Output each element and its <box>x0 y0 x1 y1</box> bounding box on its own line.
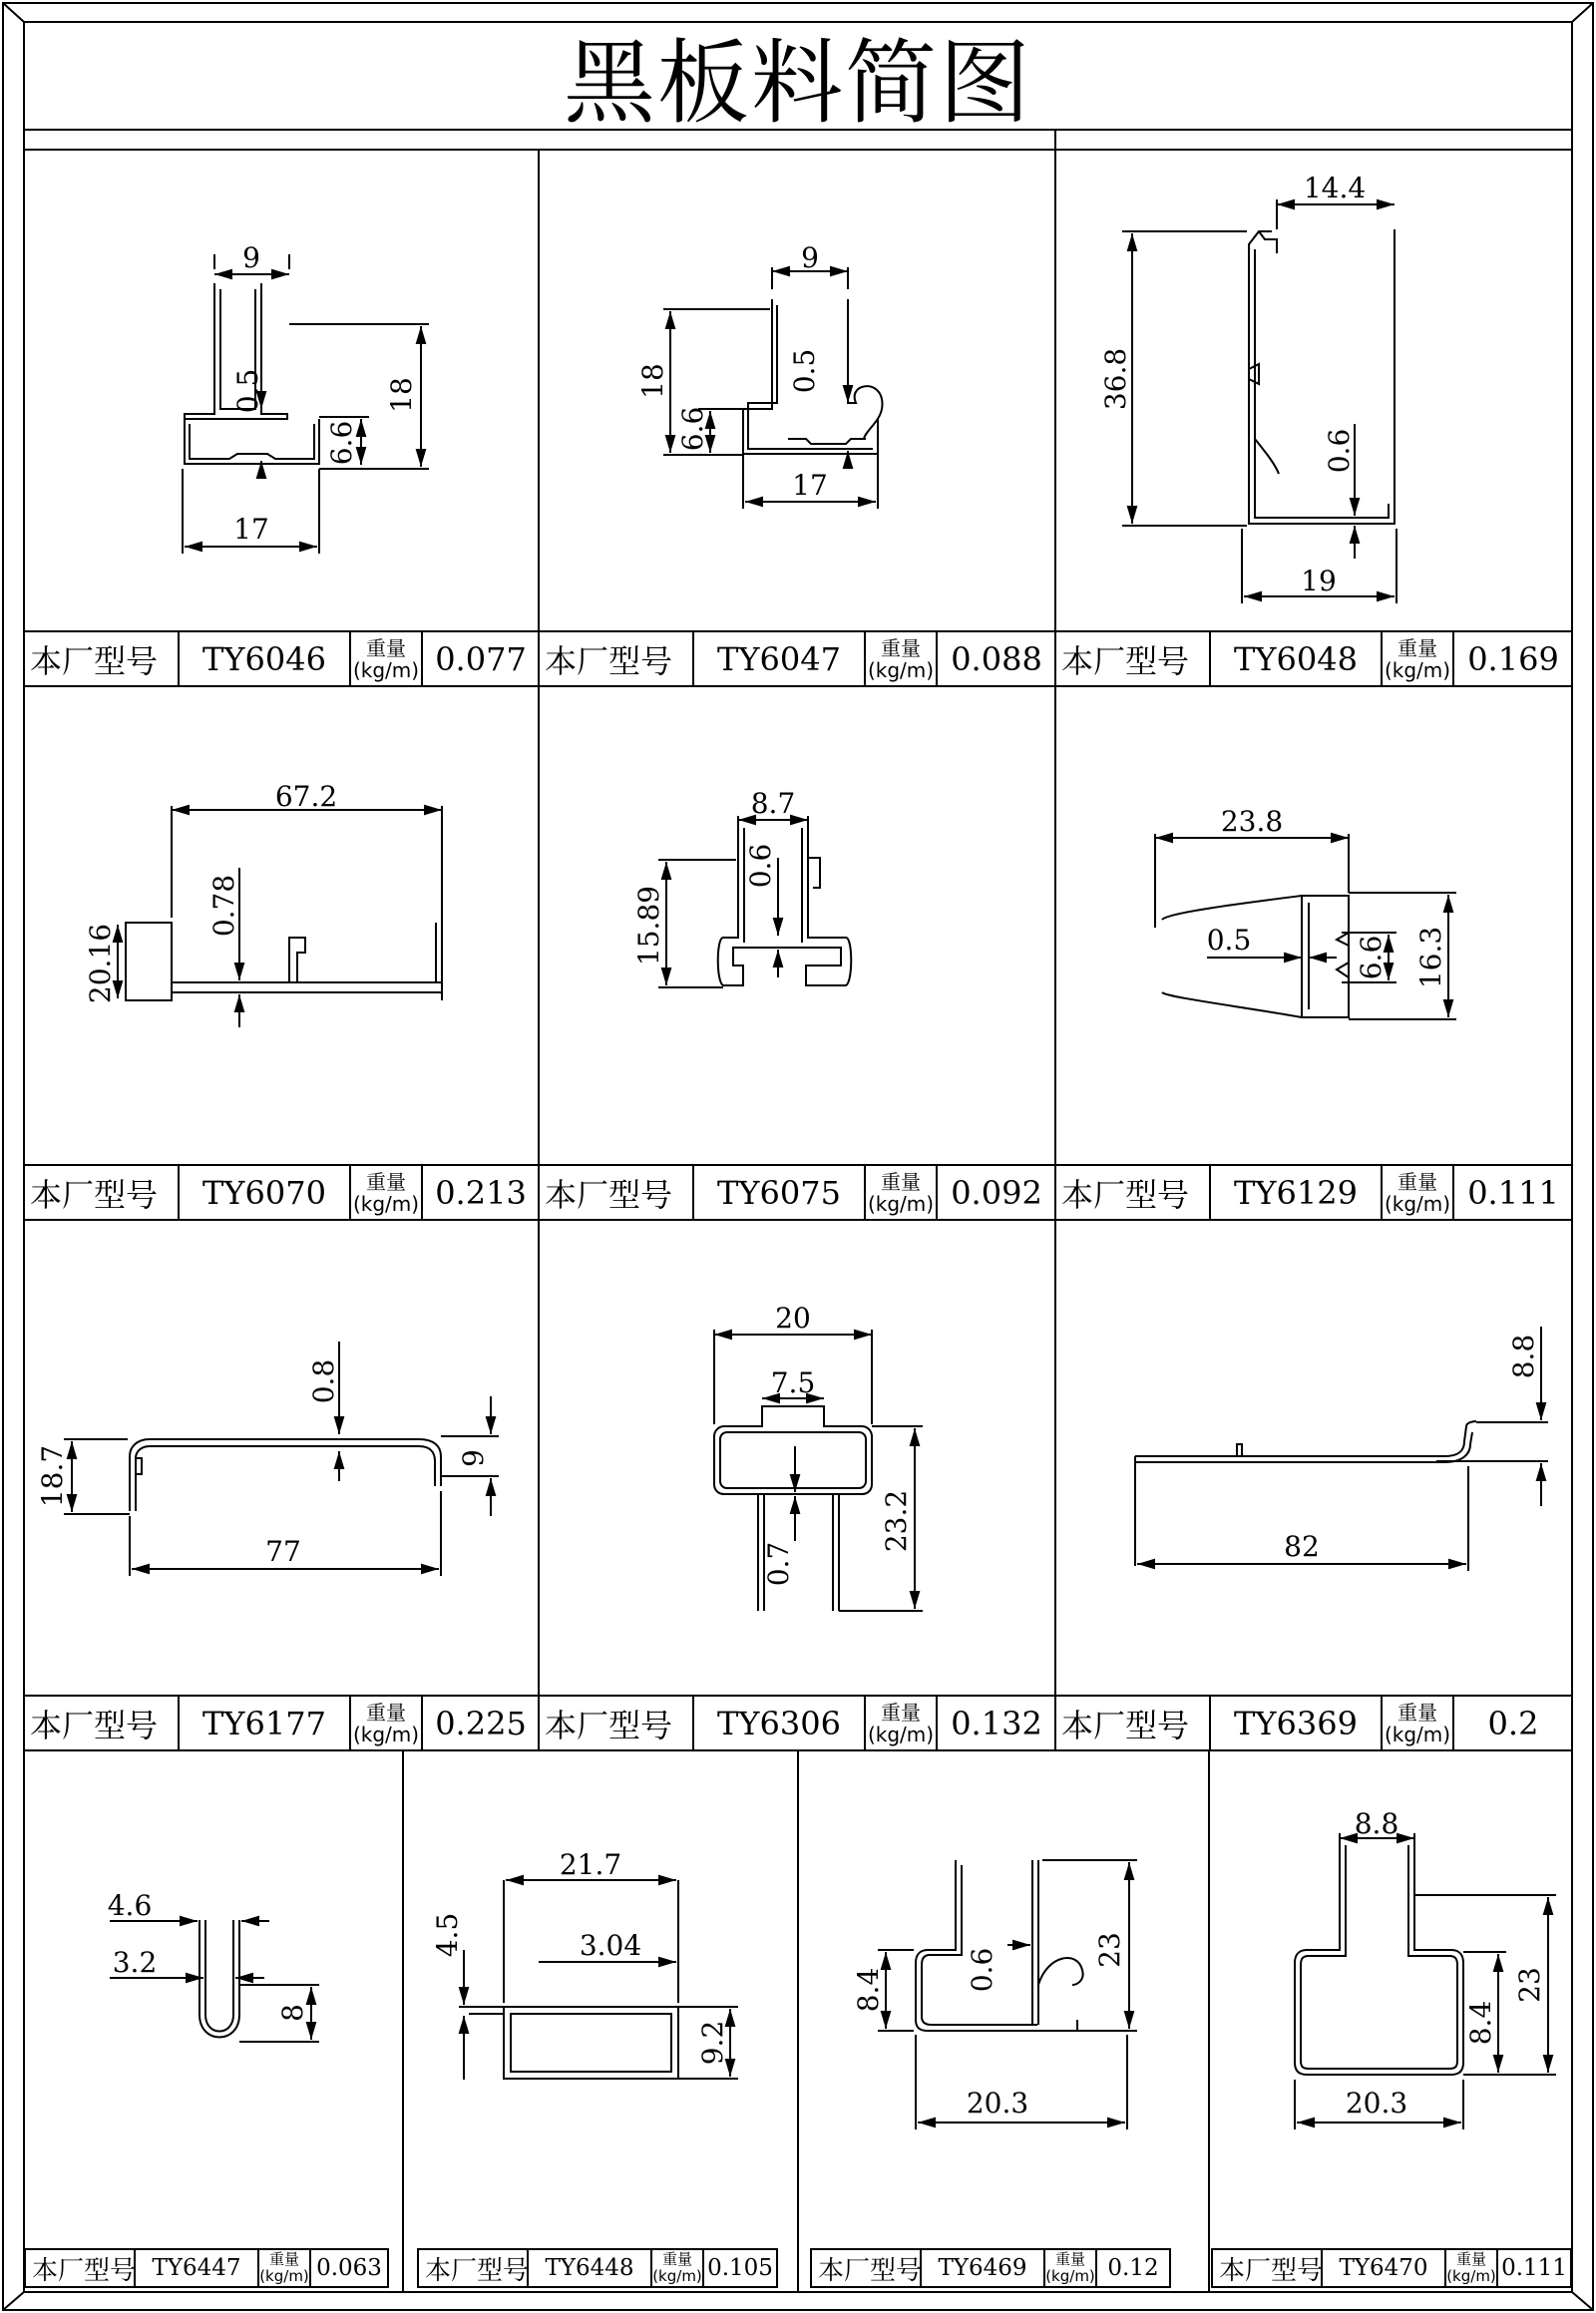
dim-label: 0.5 <box>231 368 264 414</box>
factory-model-label: 本厂型号 <box>419 2250 529 2286</box>
dim-label: 20.3 <box>1345 2087 1408 2120</box>
factory-model-label: 本厂型号 <box>24 632 180 686</box>
model-info-ty6469 <box>810 2248 1171 2288</box>
weight-unit-label: 重量 (kg/m) <box>1446 2250 1498 2286</box>
profile-drawing-ty6075 <box>658 816 851 987</box>
weight-value: 0.077 <box>435 640 527 678</box>
model-code: TY6369 <box>1211 1697 1383 1750</box>
weight-unit-label: 重量 (kg/m) <box>259 2250 311 2286</box>
model-code: TY6129 <box>1211 1166 1383 1220</box>
profile-drawing-ty6129 <box>1155 834 1456 1019</box>
dim-label: 6.6 <box>676 406 709 452</box>
dim-label: 4.5 <box>431 1912 464 1958</box>
dim-label: 3.04 <box>579 1929 642 1962</box>
profile-drawing-ty6447 <box>110 1920 319 2042</box>
dim-label: 0.6 <box>1323 428 1356 474</box>
model-info-ty6129 <box>1055 1164 1572 1220</box>
weight-unit-label: 重量 (kg/m) <box>351 1697 423 1750</box>
dim-label: 15.89 <box>632 885 665 966</box>
dim-label: 23 <box>1093 1932 1126 1968</box>
dim-label: 7.5 <box>770 1366 816 1399</box>
profile-drawing-ty6369 <box>1135 1327 1548 1571</box>
dim-label: 0.6 <box>744 843 777 889</box>
dim-label: 8.8 <box>1354 1807 1399 1840</box>
model-info-ty6047 <box>539 630 1055 686</box>
profile-drawing-ty6070 <box>118 806 442 1027</box>
dim-label: 23.2 <box>880 1489 913 1553</box>
model-code: TY6048 <box>1211 632 1383 686</box>
model-info-ty6448 <box>417 2248 778 2288</box>
weight-unit-label: 重量 (kg/m) <box>351 632 423 686</box>
dim-label: 17 <box>233 513 269 546</box>
weight-unit-label: 重量 (kg/m) <box>1383 1697 1454 1750</box>
model-info-ty6048 <box>1055 630 1572 686</box>
dim-label: 0.6 <box>966 1947 998 1993</box>
factory-model-label: 本厂型号 <box>812 2250 922 2286</box>
model-info-ty6470 <box>1211 2248 1572 2288</box>
model-info-ty6177 <box>24 1695 539 1750</box>
factory-model-label: 本厂型号 <box>1055 1166 1211 1220</box>
dim-label: 67.2 <box>274 780 338 813</box>
factory-model-label: 本厂型号 <box>539 1697 694 1750</box>
weight-value: 0.063 <box>316 2255 382 2281</box>
dim-label: 20.16 <box>84 923 117 1004</box>
dim-label: 21.7 <box>559 1848 622 1881</box>
factory-model-label: 本厂型号 <box>26 2250 136 2286</box>
dim-label: 14.4 <box>1303 172 1367 204</box>
dim-label: 0.78 <box>207 874 240 938</box>
weight-value: 0.2 <box>1487 1705 1539 1742</box>
model-code: TY6469 <box>922 2250 1045 2286</box>
factory-model-label: 本厂型号 <box>1055 1697 1211 1750</box>
dim-label: 0.5 <box>788 348 821 394</box>
weight-unit-label: 重量 (kg/m) <box>866 1697 938 1750</box>
dim-label: 8.4 <box>852 1967 885 2013</box>
model-code: TY6046 <box>180 632 351 686</box>
dim-label: 9 <box>242 241 260 274</box>
model-info-ty6369 <box>1055 1695 1572 1750</box>
dim-label: 8.4 <box>1464 2000 1497 2046</box>
factory-model-label: 本厂型号 <box>24 1697 180 1750</box>
factory-model-label: 本厂型号 <box>1213 2250 1323 2286</box>
dim-label: 0.8 <box>307 1358 340 1404</box>
weight-value: 0.213 <box>435 1174 527 1212</box>
weight-unit-label: 重量 (kg/m) <box>1045 2250 1097 2286</box>
model-code: TY6177 <box>180 1697 351 1750</box>
factory-model-label: 本厂型号 <box>539 1166 694 1220</box>
dim-label: 9.2 <box>696 2020 729 2066</box>
dim-label: 6.6 <box>1355 935 1388 980</box>
dim-label: 18 <box>636 363 669 399</box>
dim-label: 8.7 <box>750 787 796 820</box>
dim-label: 16.3 <box>1414 926 1447 989</box>
dim-label: 3.2 <box>112 1946 158 1979</box>
model-code: TY6047 <box>694 632 866 686</box>
model-info-ty6075 <box>539 1164 1055 1220</box>
dim-label: 36.8 <box>1099 347 1132 411</box>
dim-label: 9 <box>457 1449 490 1467</box>
weight-value: 0.12 <box>1107 2255 1159 2281</box>
dim-label: 0.5 <box>1206 924 1252 957</box>
dim-label: 0.7 <box>762 1541 795 1587</box>
profile-drawing-ty6306 <box>714 1330 923 1611</box>
profile-drawing-ty6048 <box>1122 199 1396 603</box>
dim-label: 18 <box>385 377 418 413</box>
model-code: TY6075 <box>694 1166 866 1220</box>
weight-unit-label: 重量 (kg/m) <box>866 1166 938 1220</box>
model-info-ty6046 <box>24 630 539 686</box>
model-code: TY6447 <box>136 2250 259 2286</box>
dim-label: 82 <box>1284 1530 1320 1563</box>
dim-label: 18.7 <box>36 1444 69 1508</box>
profile-drawing-ty6047 <box>663 267 883 509</box>
dim-label: 8.8 <box>1507 1334 1540 1379</box>
weight-value: 0.169 <box>1467 640 1559 678</box>
model-info-ty6447 <box>24 2248 389 2288</box>
weight-value: 0.111 <box>1501 2255 1567 2281</box>
dim-label: 6.6 <box>325 420 358 466</box>
weight-value: 0.132 <box>951 1705 1042 1742</box>
weight-value: 0.111 <box>1467 1174 1559 1212</box>
weight-value: 0.092 <box>951 1174 1042 1212</box>
weight-value: 0.225 <box>435 1705 527 1742</box>
weight-value: 0.105 <box>707 2255 773 2281</box>
weight-unit-label: 重量 (kg/m) <box>866 632 938 686</box>
weight-unit-label: 重量 (kg/m) <box>1383 1166 1454 1220</box>
model-code: TY6070 <box>180 1166 351 1220</box>
weight-value: 0.088 <box>951 640 1042 678</box>
dim-label: 4.6 <box>107 1889 153 1922</box>
model-code: TY6306 <box>694 1697 866 1750</box>
factory-model-label: 本厂型号 <box>1055 632 1211 686</box>
weight-unit-label: 重量 (kg/m) <box>351 1166 423 1220</box>
dim-label: 23 <box>1513 1967 1546 2003</box>
dim-label: 17 <box>792 469 828 502</box>
dim-label: 19 <box>1301 565 1337 597</box>
weight-unit-label: 重量 (kg/m) <box>652 2250 704 2286</box>
weight-unit-label: 重量 (kg/m) <box>1383 632 1454 686</box>
dim-label: 8 <box>276 2004 309 2022</box>
model-code: TY6470 <box>1323 2250 1446 2286</box>
dim-label: 9 <box>801 241 819 274</box>
model-info-ty6070 <box>24 1164 539 1220</box>
dim-label: 20 <box>775 1302 811 1335</box>
page-title: 黑板料简图 <box>563 30 1032 137</box>
factory-model-label: 本厂型号 <box>24 1166 180 1220</box>
dim-label: 20.3 <box>966 2087 1029 2120</box>
model-info-ty6306 <box>539 1695 1055 1750</box>
dim-label: 77 <box>265 1535 301 1568</box>
dim-label: 23.8 <box>1220 805 1284 838</box>
factory-model-label: 本厂型号 <box>539 632 694 686</box>
model-code: TY6448 <box>529 2250 652 2286</box>
